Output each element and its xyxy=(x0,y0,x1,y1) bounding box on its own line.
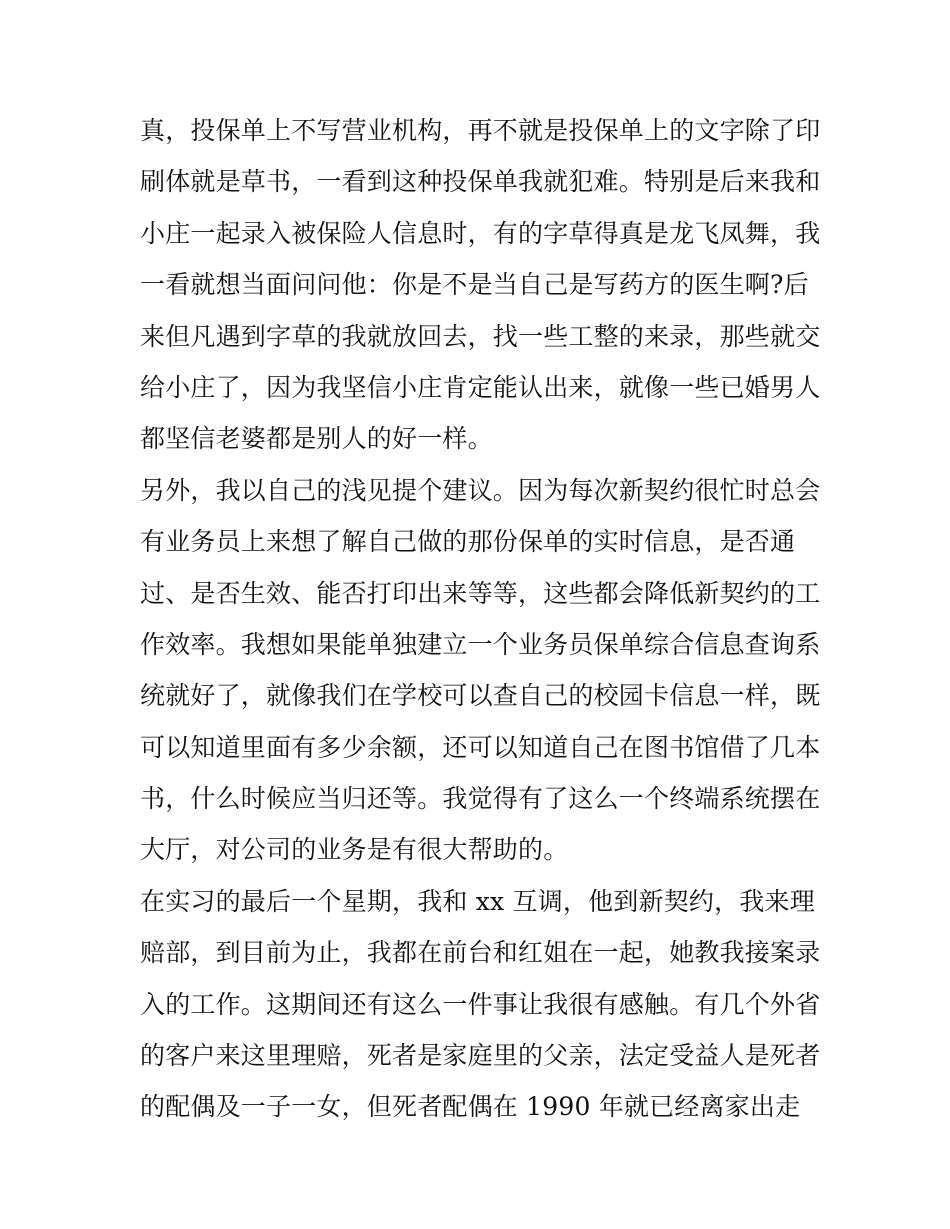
text-line: 给小庄了，因为我坚信小庄肯定能认出来，就像一些已婚男人 xyxy=(140,372,821,402)
text-line: 赔部，到目前为止，我都在前台和红姐在一起，她教我接案录 xyxy=(140,938,821,968)
text-line: 在实习的最后一个星期，我和 xx 互调，他到新契约，我来理 xyxy=(140,886,815,916)
text-line: 都坚信老婆都是别人的好一样。 xyxy=(140,424,493,454)
text-line: 的客户来这里理赔，死者是家庭里的父亲，法定受益人是死者 xyxy=(140,1041,821,1071)
text-line: 刷体就是草书，一看到这种投保单我就犯难。特别是后来我和 xyxy=(140,167,821,197)
text-line: 书，什么时候应当归还等。我觉得有了这么一个终端系统摆在 xyxy=(140,784,821,814)
text-line: 来但凡遇到字草的我就放回去，找一些工整的来录，那些就交 xyxy=(140,321,821,351)
text-line: 一看就想当面问问他：你是不是当自己是写药方的医生啊?后 xyxy=(140,270,809,300)
text-line: 小庄一起录入被保险人信息时，有的字草得真是龙飞凤舞，我 xyxy=(140,218,821,248)
text-line: 过、是否生效、能否打印出来等等，这些都会降低新契约的工 xyxy=(140,578,821,608)
text-line: 统就好了，就像我们在学校可以查自己的校园卡信息一样，既 xyxy=(140,681,821,711)
text-line: 真，投保单上不写营业机构，再不就是投保单上的文字除了印 xyxy=(140,116,821,145)
text-line: 的配偶及一子一女，但死者配偶在 1990 年就已经离家出走 xyxy=(140,1092,801,1122)
text-line: 作效率。我想如果能单独建立一个业务员保单综合信息查询系 xyxy=(140,629,821,659)
text-line: 另外，我以自己的浅见提个建议。因为每次新契约很忙时总会 xyxy=(140,475,821,505)
text-line: 大厅，对公司的业务是有很大帮助的。 xyxy=(140,835,569,865)
text-line: 入的工作。这期间还有这么一件事让我很有感触。有几个外省 xyxy=(140,989,821,1019)
text-line: 可以知道里面有多少余额，还可以知道自己在图书馆借了几本 xyxy=(140,732,821,762)
text-line: 有业务员上来想了解自己做的那份保单的实时信息，是否通 xyxy=(140,527,796,557)
document-body xyxy=(140,105,820,1133)
